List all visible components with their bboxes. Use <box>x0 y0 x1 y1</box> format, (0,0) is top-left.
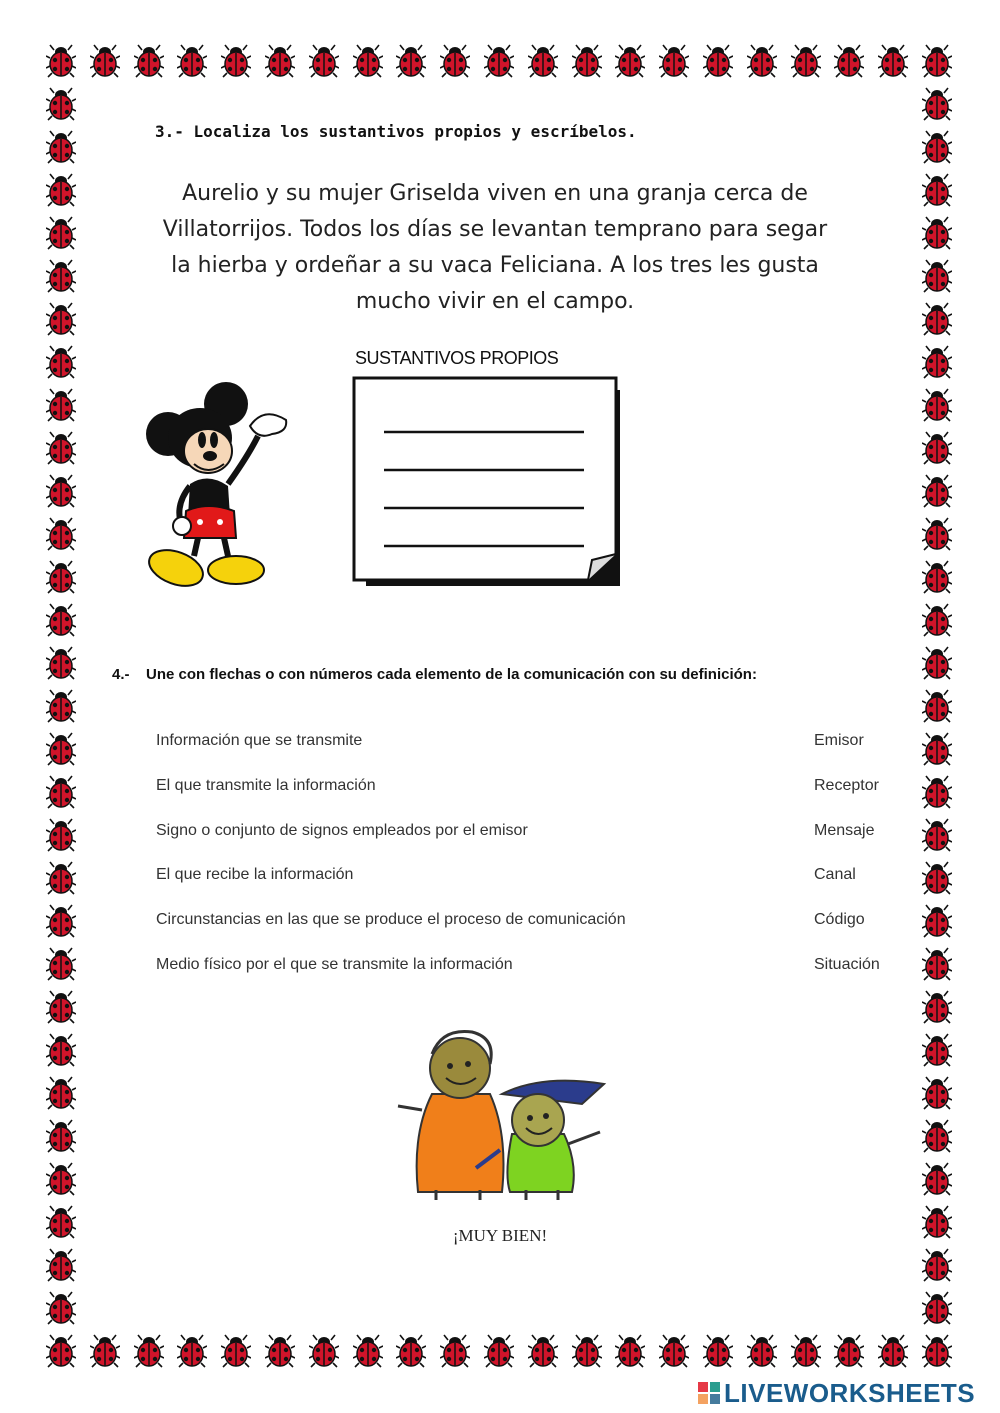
ladybug-icon <box>46 646 76 680</box>
ladybug-icon <box>922 818 952 852</box>
story-line: Villatorrijos. Todos los días se levantan temprano para segar <box>162 217 828 242</box>
ladybug-icon <box>90 44 120 78</box>
ladybug-icon <box>46 861 76 895</box>
brand-logo <box>698 1378 975 1409</box>
ladybug-icon <box>46 904 76 938</box>
ladybug-icon <box>922 1033 952 1067</box>
ladybug-icon <box>309 44 339 78</box>
proper-nouns-box-title: SUSTANTIVOS PROPIOS <box>355 348 559 368</box>
ladybug-icon <box>878 44 908 78</box>
ladybug-icon <box>528 1334 558 1368</box>
brand-grid-icon <box>698 1382 720 1404</box>
definition-text[interactable]: El que recibe la información <box>156 866 354 883</box>
matching-row <box>156 732 886 756</box>
ladybug-icon <box>922 1205 952 1239</box>
ladybug-icon <box>46 947 76 981</box>
exercise-4-instructions: Une con flechas o con números cada elemento de la comunicación con su definición: <box>146 666 757 683</box>
ladybug-icon <box>922 1162 952 1196</box>
ladybug-icon <box>922 388 952 422</box>
ladybug-icon <box>922 345 952 379</box>
ladybug-icon <box>922 1076 952 1110</box>
ladybug-icon <box>922 775 952 809</box>
ladybug-icon <box>922 1291 952 1325</box>
ladybug-icon <box>440 1334 470 1368</box>
ladybug-icon <box>922 302 952 336</box>
ladybug-icon <box>922 1248 952 1282</box>
story-line: la hierba y ordeñar a su vaca Feliciana. A los tres les gusta <box>171 253 819 278</box>
ladybug-icon <box>46 345 76 379</box>
ladybug-icon <box>440 44 470 78</box>
ladybug-icon <box>922 1334 952 1368</box>
ladybug-icon <box>265 44 295 78</box>
ladybug-icon <box>615 1334 645 1368</box>
ladybug-icon <box>46 689 76 723</box>
matching-row <box>156 822 886 846</box>
ladybug-icon <box>353 1334 383 1368</box>
ladybug-icon <box>46 1119 76 1153</box>
ladybug-icon <box>922 904 952 938</box>
matching-row <box>156 866 886 890</box>
communication-term[interactable]: Código <box>814 911 865 928</box>
communication-term[interactable]: Receptor <box>814 777 879 794</box>
ladybug-icon <box>615 44 645 78</box>
ladybug-icon <box>46 1291 76 1325</box>
ladybug-icon <box>46 517 76 551</box>
ladybug-icon <box>309 1334 339 1368</box>
proper-nouns-answer-box <box>352 376 620 586</box>
ladybug-icon <box>396 44 426 78</box>
ladybug-icon <box>90 1334 120 1368</box>
ladybug-icon <box>46 259 76 293</box>
ladybug-icon <box>922 990 952 1024</box>
story-line: Aurelio y su mujer Griselda viven en una granja cerca de <box>182 181 808 206</box>
story-paragraph <box>140 176 850 320</box>
ladybug-icon <box>46 990 76 1024</box>
praise-text: ¡MUY BIEN! <box>452 1226 548 1245</box>
ladybug-icon <box>922 431 952 465</box>
matching-row <box>156 956 886 980</box>
ladybug-icon <box>134 44 164 78</box>
brand-text: LIVEWORKSHEETS <box>724 1378 976 1408</box>
definition-text[interactable]: Información que se transmite <box>156 732 363 749</box>
ladybug-icon <box>484 1334 514 1368</box>
ladybug-icon <box>265 1334 295 1368</box>
ladybug-icon <box>46 1033 76 1067</box>
ladybug-icon <box>922 947 952 981</box>
ladybug-icon <box>46 44 76 78</box>
ladybug-icon <box>46 1248 76 1282</box>
ladybug-icon <box>177 1334 207 1368</box>
ladybug-icon <box>46 818 76 852</box>
exercise-4-number: 4.- <box>112 666 130 683</box>
ladybug-icon <box>922 732 952 766</box>
ladybug-icon <box>46 474 76 508</box>
ladybug-icon <box>703 44 733 78</box>
ladybug-icon <box>46 302 76 336</box>
ladybug-icon <box>922 130 952 164</box>
ladybug-icon <box>659 1334 689 1368</box>
ladybug-icon <box>922 603 952 637</box>
ladybug-icon <box>834 44 864 78</box>
ladybug-icon <box>46 388 76 422</box>
ladybug-icon <box>46 87 76 121</box>
ladybug-icon <box>878 1334 908 1368</box>
ladybug-icon <box>922 861 952 895</box>
exercise-3-title: 3.- Localiza los sustantivos propios y escríbelos. <box>155 122 637 141</box>
ladybug-icon <box>46 560 76 594</box>
ladybug-icon <box>747 44 777 78</box>
ladybug-icon <box>46 1076 76 1110</box>
matching-row <box>156 911 886 935</box>
definition-text[interactable]: Medio físico por el que se transmite la información <box>156 956 513 973</box>
ladybug-icon <box>922 44 952 78</box>
ladybug-icon <box>484 44 514 78</box>
cartoon-mouse-illustration <box>138 376 298 590</box>
ladybug-icon <box>177 44 207 78</box>
ladybug-icon <box>46 216 76 250</box>
ladybug-icon <box>353 44 383 78</box>
ladybug-icon <box>46 1162 76 1196</box>
matching-row <box>156 777 886 801</box>
ladybug-icon <box>46 732 76 766</box>
communication-term[interactable]: Emisor <box>814 732 864 749</box>
ladybug-icon <box>922 689 952 723</box>
ladybug-icon <box>46 173 76 207</box>
ladybug-icon <box>922 646 952 680</box>
definition-text[interactable]: Circunstancias en las que se produce el proceso de comunicación <box>156 911 626 928</box>
ladybug-icon <box>572 1334 602 1368</box>
communication-term[interactable]: Canal <box>814 866 856 883</box>
communication-term[interactable]: Situación <box>814 956 880 973</box>
ladybug-icon <box>572 44 602 78</box>
ladybug-icon <box>703 1334 733 1368</box>
definition-text[interactable]: Signo o conjunto de signos empleados por el emisor <box>156 822 528 839</box>
ladybug-icon <box>922 173 952 207</box>
communication-term[interactable]: Mensaje <box>814 822 875 839</box>
ladybug-icon <box>221 1334 251 1368</box>
ladybug-icon <box>791 44 821 78</box>
definition-text[interactable]: El que transmite la información <box>156 777 376 794</box>
ladybug-icon <box>791 1334 821 1368</box>
ladybug-icon <box>922 87 952 121</box>
ladybug-icon <box>46 775 76 809</box>
ladybug-icon <box>922 517 952 551</box>
ladybug-icon <box>46 603 76 637</box>
ladybug-icon <box>46 130 76 164</box>
happy-kids-illustration <box>392 1024 612 1204</box>
ladybug-icon <box>922 474 952 508</box>
ladybug-icon <box>834 1334 864 1368</box>
ladybug-icon <box>747 1334 777 1368</box>
ladybug-icon <box>221 44 251 78</box>
ladybug-icon <box>528 44 558 78</box>
ladybug-icon <box>396 1334 426 1368</box>
ladybug-icon <box>922 216 952 250</box>
ladybug-icon <box>659 44 689 78</box>
ladybug-icon <box>134 1334 164 1368</box>
ladybug-icon <box>922 560 952 594</box>
story-line: mucho vivir en el campo. <box>355 289 635 314</box>
ladybug-icon <box>922 1119 952 1153</box>
ladybug-icon <box>922 259 952 293</box>
ladybug-icon <box>46 1334 76 1368</box>
ladybug-icon <box>46 431 76 465</box>
ladybug-icon <box>46 1205 76 1239</box>
